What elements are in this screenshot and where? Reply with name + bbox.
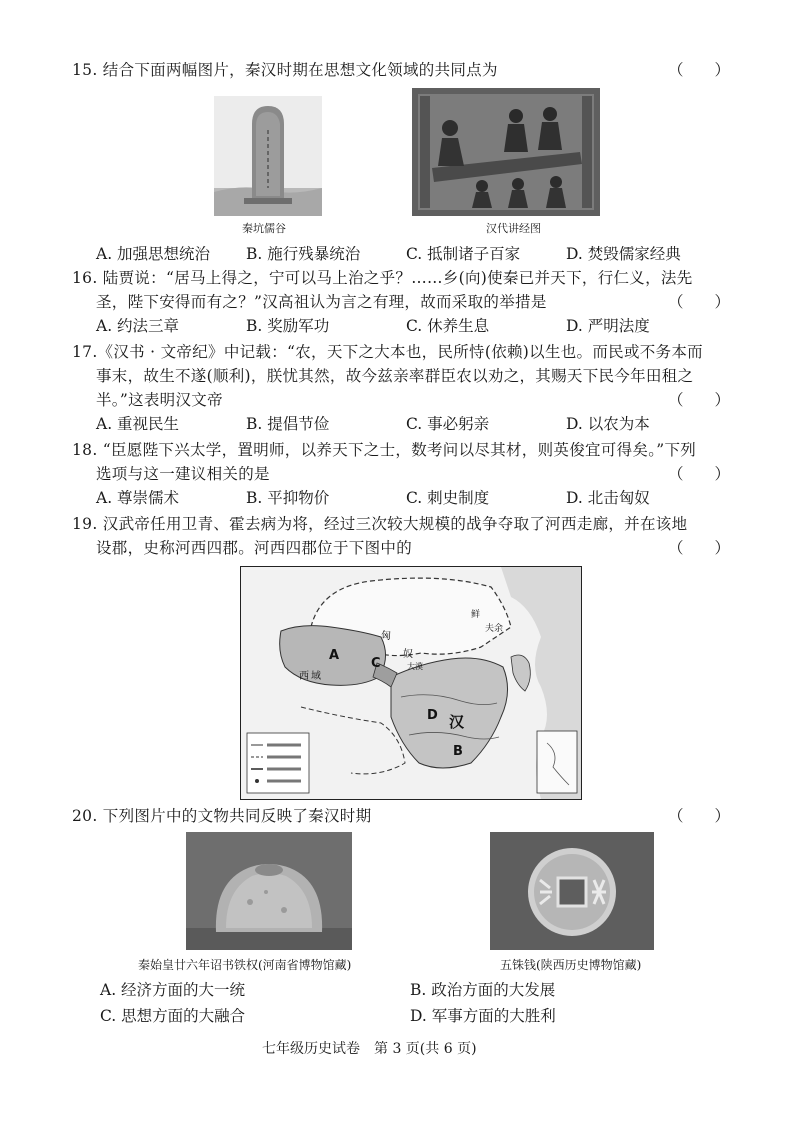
q16-option-c[interactable]: C. 休养生息: [406, 317, 490, 335]
q15-option-c[interactable]: C. 抵制诸子百家: [406, 245, 521, 263]
map-label-d: D: [427, 708, 438, 723]
q15-stem: 15. 结合下面两幅图片，秦汉时期在思想文化领域的共同点为: [72, 61, 498, 79]
q15-image2-caption: 汉代讲经图: [486, 222, 541, 235]
q17-option-b[interactable]: B. 提倡节俭: [246, 415, 330, 433]
map-label-c: C: [371, 656, 381, 671]
q15-image-hanjiangjing: [412, 88, 600, 216]
q17-option-d[interactable]: D. 以农为本: [566, 415, 650, 433]
q15-option-b[interactable]: B. 施行残暴统治: [246, 245, 361, 263]
map-label-b: B: [453, 744, 463, 759]
q18-line2: 选项与这一建议相关的是: [96, 465, 270, 483]
q18-line1: 18. “臣愿陛下兴太学，置明师，以养天下之士，数考问以尽其材，则英俊宜可得矣。”下列: [72, 441, 697, 459]
q20-option-d[interactable]: D. 军事方面的大胜利: [410, 1007, 556, 1025]
page-footer: 七年级历史试卷 第 3 页(共 6 页): [262, 1041, 477, 1057]
map-label-xiongnu-1: 匈: [381, 631, 391, 642]
q15-option-a[interactable]: A. 加强思想统治: [96, 245, 211, 263]
q15-image1-caption: 秦坑儒谷: [242, 222, 286, 235]
q17-line1: 17.《汉书 · 文帝纪》中记载：“农，天下之大本也，民所恃(依赖)以生也。而民或不务本而: [72, 343, 703, 361]
q17-option-a[interactable]: A. 重视民生: [96, 415, 180, 433]
q18-option-d[interactable]: D. 北击匈奴: [566, 489, 650, 507]
q19-line2: 设郡，史称河西四郡。河西四郡位于下图中的: [96, 539, 413, 557]
q20-option-b[interactable]: B. 政治方面的大发展: [410, 981, 556, 999]
map-label-xiyu-2: 域: [311, 671, 321, 682]
q16-answer-paren: （ ）: [668, 293, 731, 311]
q16-line2: 圣，陛下安得而有之？”汉高祖认为言之有理，故而采取的举措是: [96, 293, 547, 311]
q19-line1: 19. 汉武帝任用卫青、霍去病为将，经过三次较大规模的战争夺取了河西走廊，并在该地: [72, 515, 688, 533]
q15-answer-paren: （ ）: [668, 61, 731, 79]
q18-option-b[interactable]: B. 平抑物价: [246, 489, 330, 507]
q15-option-d[interactable]: D. 焚毁儒家经典: [566, 245, 681, 263]
map-label-fuyu: 夫余: [485, 624, 504, 634]
q17-line3: 半。”这表明汉文帝: [96, 391, 223, 409]
q20-answer-paren: （ ）: [668, 807, 731, 825]
map-label-xianbei: 鲜: [471, 610, 481, 620]
q18-option-a[interactable]: A. 尊崇儒术: [96, 489, 180, 507]
q20-option-a[interactable]: A. 经济方面的大一统: [100, 981, 246, 999]
q17-line2: 事末，故生不遂(顺利)，朕忧其然，故今兹亲率群臣农以劝之，其赐天下民今年田租之: [96, 367, 694, 385]
q19-answer-paren: （ ）: [668, 539, 731, 557]
q16-option-a[interactable]: A. 约法三章: [96, 317, 180, 335]
q19-map: [240, 566, 582, 800]
q18-option-c[interactable]: C. 刺史制度: [406, 489, 490, 507]
q19-map-svg: [241, 567, 581, 799]
q18-answer-paren: （ ）: [668, 465, 731, 483]
map-label-xiyu-1: 西: [299, 671, 309, 682]
map-label-a: A: [329, 648, 340, 663]
q16-option-d[interactable]: D. 严明法度: [566, 317, 650, 335]
q20-image1-caption: 秦始皇廿六年诏书铁权(河南省博物馆藏): [138, 958, 352, 972]
q15-image-qinkeng: [214, 96, 322, 216]
map-label-damo: 大漠: [407, 662, 423, 671]
q20-image-wuzhuqian: [490, 832, 654, 950]
q16-option-b[interactable]: B. 奖励军功: [246, 317, 330, 335]
q20-image2-caption: 五铢钱(陕西历史博物馆藏): [500, 958, 642, 972]
map-label-han: 汉: [449, 713, 465, 731]
q17-option-c[interactable]: C. 事必躬亲: [406, 415, 490, 433]
q20-option-c[interactable]: C. 思想方面的大融合: [100, 1007, 246, 1025]
map-label-xiongnu-2: 奴: [403, 649, 413, 660]
q16-line1: 16. 陆贾说：“居马上得之，宁可以马上治之乎？……乡(向)使秦已并天下，行仁义，法先: [72, 269, 693, 287]
q20-image-tiequan: [186, 832, 352, 950]
q17-answer-paren: （ ）: [668, 391, 731, 409]
q20-stem: 20. 下列图片中的文物共同反映了秦汉时期: [72, 807, 372, 825]
